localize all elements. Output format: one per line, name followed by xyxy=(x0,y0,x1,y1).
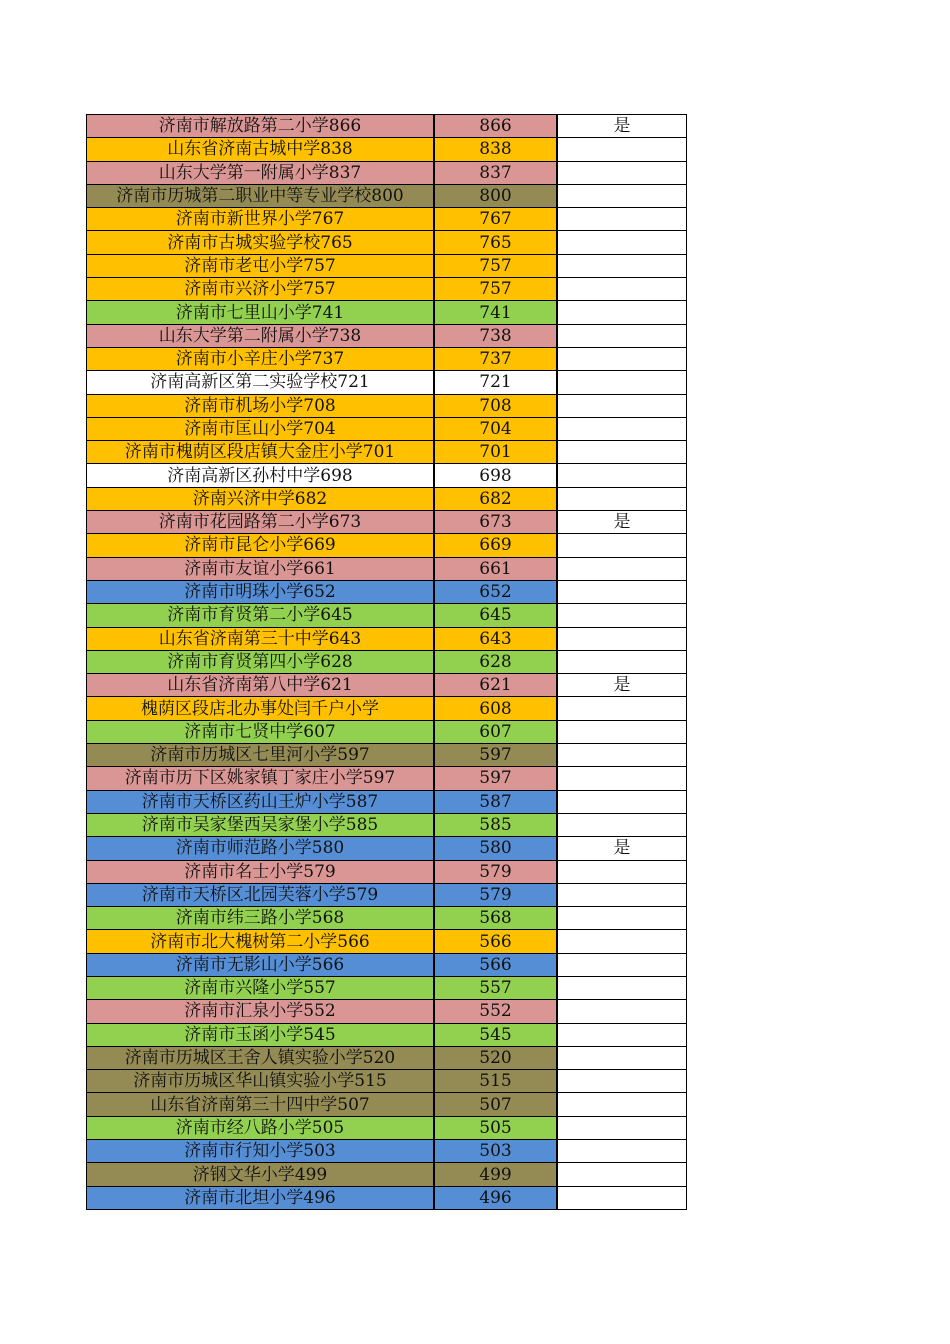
table-row xyxy=(87,278,687,301)
school-name-cell[interactable]: 济南市育贤第四小学628 xyxy=(87,650,435,673)
flag-cell[interactable] xyxy=(557,487,687,510)
score-cell[interactable]: 701 xyxy=(434,441,557,464)
flag-cell[interactable] xyxy=(557,883,687,906)
school-name-cell[interactable]: 济南市古城实验学校765 xyxy=(87,231,435,254)
table-row xyxy=(87,115,687,138)
score-cell[interactable]: 545 xyxy=(434,1023,557,1046)
school-name-cell[interactable]: 济南市行知小学503 xyxy=(87,1140,435,1163)
school-name-cell[interactable]: 济南市天桥区北园芙蓉小学579 xyxy=(87,883,435,906)
flag-cell[interactable] xyxy=(557,441,687,464)
flag-cell[interactable] xyxy=(557,347,687,370)
flag-cell[interactable] xyxy=(557,930,687,953)
table-row xyxy=(87,860,687,883)
flag-cell[interactable] xyxy=(557,184,687,207)
flag-cell[interactable] xyxy=(557,278,687,301)
table-row xyxy=(87,557,687,580)
table-row xyxy=(87,697,687,720)
school-name-cell[interactable]: 济南市玉函小学545 xyxy=(87,1023,435,1046)
school-name-cell[interactable]: 济南市老屯小学757 xyxy=(87,254,435,277)
flag-cell[interactable] xyxy=(557,464,687,487)
table-row xyxy=(87,1116,687,1139)
table-row xyxy=(87,674,687,697)
table-row xyxy=(87,953,687,976)
flag-cell[interactable] xyxy=(557,627,687,650)
table-row xyxy=(87,1046,687,1069)
school-name-cell[interactable]: 济南市新世界小学767 xyxy=(87,208,435,231)
table-row xyxy=(87,324,687,347)
score-cell[interactable]: 496 xyxy=(434,1186,557,1209)
table-row xyxy=(87,767,687,790)
table-row xyxy=(87,534,687,557)
table-row xyxy=(87,1186,687,1209)
score-cell[interactable]: 566 xyxy=(434,953,557,976)
score-cell[interactable]: 566 xyxy=(434,930,557,953)
table-row xyxy=(87,208,687,231)
score-cell[interactable]: 597 xyxy=(434,744,557,767)
score-cell[interactable]: 652 xyxy=(434,580,557,603)
score-cell[interactable]: 520 xyxy=(434,1046,557,1069)
score-cell[interactable]: 767 xyxy=(434,208,557,231)
table-row xyxy=(87,487,687,510)
table-row xyxy=(87,790,687,813)
school-name-cell[interactable]: 槐荫区段店北办事处闫千户小学 xyxy=(87,697,435,720)
flag-cell[interactable] xyxy=(557,1116,687,1139)
school-name-cell[interactable]: 济南市兴济小学757 xyxy=(87,278,435,301)
score-cell[interactable]: 628 xyxy=(434,650,557,673)
school-name-cell[interactable]: 济南市北大槐树第二小学566 xyxy=(87,930,435,953)
flag-cell[interactable] xyxy=(557,324,687,347)
score-cell[interactable]: 557 xyxy=(434,976,557,999)
flag-cell[interactable] xyxy=(557,604,687,627)
table-row xyxy=(87,138,687,161)
flag-cell[interactable] xyxy=(557,790,687,813)
score-cell[interactable]: 645 xyxy=(434,604,557,627)
flag-cell[interactable] xyxy=(557,301,687,324)
flag-cell[interactable] xyxy=(557,720,687,743)
table-row xyxy=(87,254,687,277)
score-cell[interactable]: 741 xyxy=(434,301,557,324)
school-name-cell[interactable]: 济南市历下区姚家镇丁家庄小学597 xyxy=(87,767,435,790)
school-name-cell[interactable]: 济南市解放路第二小学866 xyxy=(87,115,435,138)
table-row xyxy=(87,231,687,254)
score-cell[interactable]: 866 xyxy=(434,115,557,138)
score-cell[interactable]: 608 xyxy=(434,697,557,720)
school-name-cell[interactable]: 济钢文华小学499 xyxy=(87,1163,435,1186)
table-row xyxy=(87,161,687,184)
school-name-cell[interactable]: 济南市七贤中学607 xyxy=(87,720,435,743)
score-cell[interactable]: 737 xyxy=(434,347,557,370)
flag-cell[interactable] xyxy=(557,557,687,580)
table-row xyxy=(87,1000,687,1023)
score-cell[interactable]: 499 xyxy=(434,1163,557,1186)
flag-cell[interactable] xyxy=(557,907,687,930)
school-name-cell[interactable]: 济南市纬三路小学568 xyxy=(87,907,435,930)
table-body xyxy=(87,115,687,1210)
flag-cell[interactable]: 是 xyxy=(557,511,687,534)
flag-cell[interactable] xyxy=(557,697,687,720)
score-cell[interactable]: 503 xyxy=(434,1140,557,1163)
school-name-cell[interactable]: 济南市师范路小学580 xyxy=(87,837,435,860)
flag-cell[interactable] xyxy=(557,1140,687,1163)
school-name-cell[interactable]: 济南市汇泉小学552 xyxy=(87,1000,435,1023)
school-name-cell[interactable]: 济南市机场小学708 xyxy=(87,394,435,417)
score-cell[interactable]: 757 xyxy=(434,254,557,277)
flag-cell[interactable] xyxy=(557,744,687,767)
score-cell[interactable]: 579 xyxy=(434,883,557,906)
table-row xyxy=(87,627,687,650)
table-row xyxy=(87,1023,687,1046)
flag-cell[interactable] xyxy=(557,767,687,790)
school-name-cell[interactable]: 济南兴济中学682 xyxy=(87,487,435,510)
flag-cell[interactable] xyxy=(557,231,687,254)
score-cell[interactable]: 607 xyxy=(434,720,557,743)
flag-cell[interactable] xyxy=(557,580,687,603)
score-cell[interactable]: 579 xyxy=(434,860,557,883)
table-row xyxy=(87,347,687,370)
table-row xyxy=(87,1140,687,1163)
flag-cell[interactable] xyxy=(557,1000,687,1023)
table-row xyxy=(87,883,687,906)
table-row xyxy=(87,1070,687,1093)
school-name-cell[interactable]: 济南市经八路小学505 xyxy=(87,1116,435,1139)
score-cell[interactable]: 800 xyxy=(434,184,557,207)
school-name-cell[interactable]: 济南市名士小学579 xyxy=(87,860,435,883)
school-name-cell[interactable]: 济南市槐荫区段店镇大金庄小学701 xyxy=(87,441,435,464)
score-cell[interactable]: 515 xyxy=(434,1070,557,1093)
score-cell[interactable]: 661 xyxy=(434,557,557,580)
school-name-cell[interactable]: 济南市历城第二职业中等专业学校800 xyxy=(87,184,435,207)
table-row xyxy=(87,441,687,464)
school-name-cell[interactable]: 济南市明珠小学652 xyxy=(87,580,435,603)
score-cell[interactable]: 621 xyxy=(434,674,557,697)
flag-cell[interactable] xyxy=(557,394,687,417)
flag-cell[interactable] xyxy=(557,650,687,673)
flag-cell[interactable] xyxy=(557,953,687,976)
table-row xyxy=(87,371,687,394)
school-name-cell[interactable]: 济南市育贤第二小学645 xyxy=(87,604,435,627)
flag-cell[interactable] xyxy=(557,254,687,277)
school-name-cell[interactable]: 济南市北坦小学496 xyxy=(87,1186,435,1209)
score-cell[interactable]: 837 xyxy=(434,161,557,184)
table-row xyxy=(87,813,687,836)
table-row xyxy=(87,580,687,603)
score-cell[interactable]: 505 xyxy=(434,1116,557,1139)
table-row xyxy=(87,930,687,953)
school-name-cell[interactable]: 山东省济南古城中学838 xyxy=(87,138,435,161)
score-cell[interactable]: 738 xyxy=(434,324,557,347)
school-name-cell[interactable]: 山东省济南第八中学621 xyxy=(87,674,435,697)
school-name-cell[interactable]: 山东大学第二附属小学738 xyxy=(87,324,435,347)
table-row xyxy=(87,394,687,417)
flag-cell[interactable]: 是 xyxy=(557,674,687,697)
table-row xyxy=(87,720,687,743)
flag-cell[interactable] xyxy=(557,534,687,557)
school-name-cell[interactable]: 济南市无影山小学566 xyxy=(87,953,435,976)
score-cell[interactable]: 765 xyxy=(434,231,557,254)
score-cell[interactable]: 568 xyxy=(434,907,557,930)
table-row xyxy=(87,976,687,999)
table-row xyxy=(87,837,687,860)
school-name-cell[interactable]: 济南市匡山小学704 xyxy=(87,417,435,440)
table-row xyxy=(87,650,687,673)
score-cell[interactable]: 507 xyxy=(434,1093,557,1116)
school-name-cell[interactable]: 济南市友谊小学661 xyxy=(87,557,435,580)
table-row xyxy=(87,184,687,207)
table-row xyxy=(87,1093,687,1116)
score-cell[interactable]: 552 xyxy=(434,1000,557,1023)
score-cell[interactable]: 587 xyxy=(434,790,557,813)
school-name-cell[interactable]: 济南市历城区华山镇实验小学515 xyxy=(87,1070,435,1093)
flag-cell[interactable]: 是 xyxy=(557,115,687,138)
score-cell[interactable]: 585 xyxy=(434,813,557,836)
table-row xyxy=(87,1163,687,1186)
flag-cell[interactable] xyxy=(557,1046,687,1069)
school-name-cell[interactable]: 济南市小辛庄小学737 xyxy=(87,347,435,370)
flag-cell[interactable] xyxy=(557,1023,687,1046)
school-name-cell[interactable]: 济南高新区孙村中学698 xyxy=(87,464,435,487)
score-cell[interactable]: 597 xyxy=(434,767,557,790)
flag-cell[interactable] xyxy=(557,161,687,184)
school-name-cell[interactable]: 山东大学第一附属小学837 xyxy=(87,161,435,184)
school-name-cell[interactable]: 济南市七里山小学741 xyxy=(87,301,435,324)
school-name-cell[interactable]: 济南市昆仑小学669 xyxy=(87,534,435,557)
flag-cell[interactable] xyxy=(557,976,687,999)
school-name-cell[interactable]: 济南市历城区王舍人镇实验小学520 xyxy=(87,1046,435,1069)
school-score-table xyxy=(86,114,687,1210)
score-cell[interactable]: 682 xyxy=(434,487,557,510)
flag-cell[interactable] xyxy=(557,208,687,231)
flag-cell[interactable] xyxy=(557,1093,687,1116)
flag-cell[interactable] xyxy=(557,138,687,161)
school-name-cell[interactable]: 山东省济南第三十四中学507 xyxy=(87,1093,435,1116)
flag-cell[interactable] xyxy=(557,860,687,883)
school-name-cell[interactable]: 济南市天桥区药山王炉小学587 xyxy=(87,790,435,813)
score-cell[interactable]: 704 xyxy=(434,417,557,440)
table-row xyxy=(87,511,687,534)
school-name-cell[interactable]: 山东省济南第三十中学643 xyxy=(87,627,435,650)
table-row xyxy=(87,604,687,627)
table-row xyxy=(87,417,687,440)
table-row xyxy=(87,744,687,767)
flag-cell[interactable] xyxy=(557,371,687,394)
flag-cell[interactable] xyxy=(557,417,687,440)
score-cell[interactable]: 669 xyxy=(434,534,557,557)
score-cell[interactable]: 580 xyxy=(434,837,557,860)
score-cell[interactable]: 757 xyxy=(434,278,557,301)
flag-cell[interactable] xyxy=(557,1186,687,1209)
score-cell[interactable]: 673 xyxy=(434,511,557,534)
score-cell[interactable]: 698 xyxy=(434,464,557,487)
school-name-cell[interactable]: 济南市历城区七里河小学597 xyxy=(87,744,435,767)
score-cell[interactable]: 721 xyxy=(434,371,557,394)
school-name-cell[interactable]: 济南高新区第二实验学校721 xyxy=(87,371,435,394)
flag-cell[interactable] xyxy=(557,813,687,836)
school-name-cell[interactable]: 济南市兴隆小学557 xyxy=(87,976,435,999)
table-row xyxy=(87,301,687,324)
score-cell[interactable]: 643 xyxy=(434,627,557,650)
score-cell[interactable]: 838 xyxy=(434,138,557,161)
flag-cell[interactable] xyxy=(557,1070,687,1093)
school-name-cell[interactable]: 济南市花园路第二小学673 xyxy=(87,511,435,534)
school-name-cell[interactable]: 济南市吴家堡西吴家堡小学585 xyxy=(87,813,435,836)
flag-cell[interactable] xyxy=(557,1163,687,1186)
table-row xyxy=(87,464,687,487)
flag-cell[interactable]: 是 xyxy=(557,837,687,860)
score-cell[interactable]: 708 xyxy=(434,394,557,417)
table-row xyxy=(87,907,687,930)
